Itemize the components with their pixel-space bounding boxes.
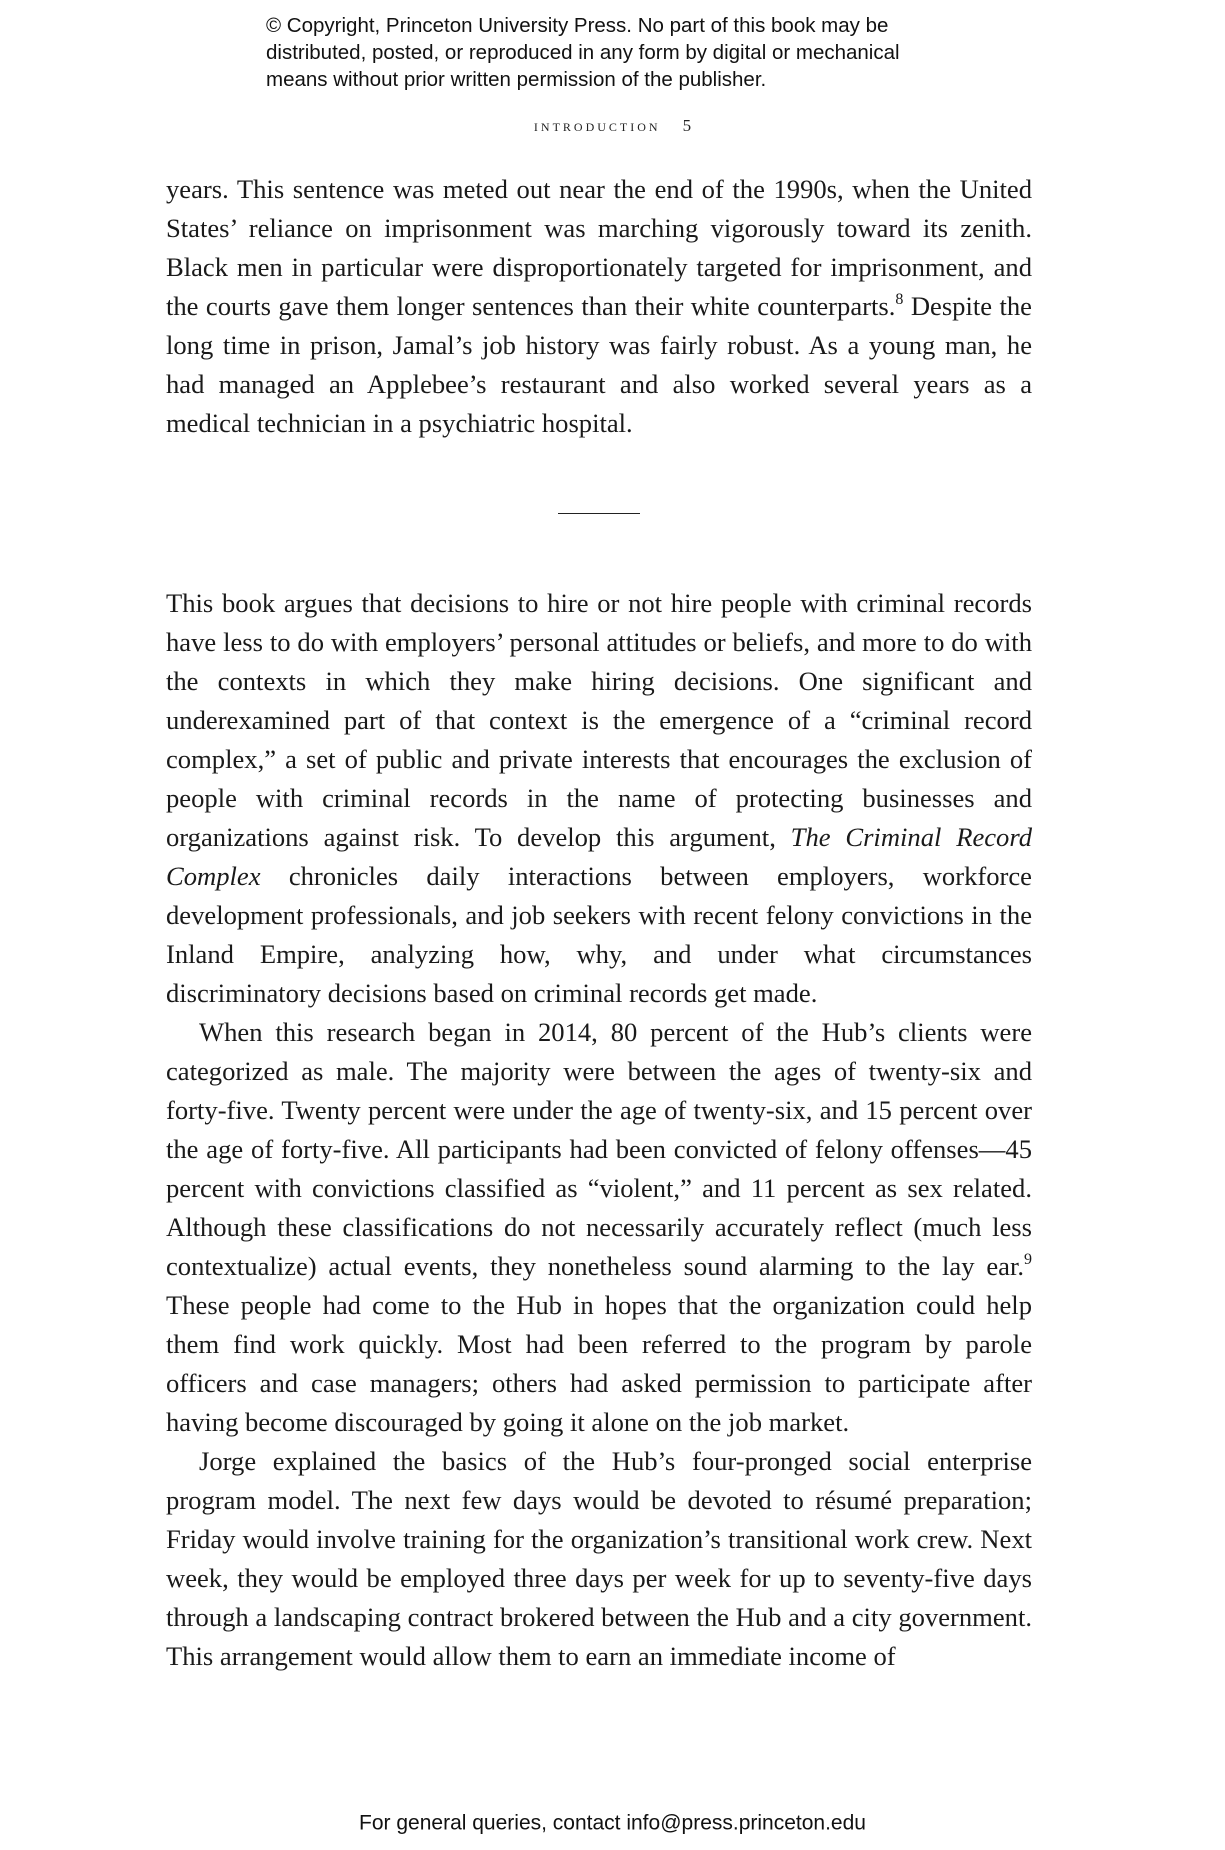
paragraph: [166, 170, 1032, 443]
paragraph-text: This book argues that decisions to hire or not hire people with criminal records have less to do with employers’ personal attitudes or beliefs, and more to do with the contexts in which they make hiring decisions. One significant and underexamined part of that context is the emergence of a “criminal record complex,” a set of public and private interests that encourages the exclusion of people with criminal records in the name of protecting businesses and organizations against risk. To develop this argument,: [166, 588, 1032, 852]
paragraph: [166, 584, 1032, 1013]
paragraph-text: chronicles daily interactions between employers, workforce development professionals, and job seekers with recent felony convictions in the Inland Empire, analyzing how, why, and under what circumstances discriminatory decisions based on criminal records get made.: [166, 861, 1032, 1008]
body-text: [166, 170, 1032, 1676]
footnote-marker: 9: [1024, 1251, 1032, 1268]
running-head: [0, 116, 1225, 136]
page-number: 5: [682, 116, 692, 135]
paragraph-text: When this research began in 2014, 80 percent of the Hub’s clients were categorized as male. The majority were between the ages of twenty-six and forty-five. Twenty percent were under the age of twenty-six, and 15 percent over the age of forty-five. All participants had been convicted of felony offenses—45 percent with convictions classified as “violent,” and 11 percent as sex related. Although these classifications do not necessarily accurately reflect (much less contextualize) actual events, they nonetheless sound alarming to the lay ear.: [166, 1017, 1032, 1281]
paragraph: [166, 1013, 1032, 1442]
paragraph: [166, 1442, 1032, 1676]
paragraph-text: Jorge explained the basics of the Hub’s four-pronged social enterprise program model. The next few days would be devoted to résumé preparation; Friday would involve training for the organization’s transitional work crew. Next week, they would be employed three days per week for up to seventy-five days through a landscaping contract brokered between the Hub and a city government. This arrangement would allow them to earn an immediate income of: [166, 1446, 1032, 1671]
paragraph-text: Despite the long time in prison, Jamal’s job history was fairly robust. As a young man, he had managed an Applebee’s restaurant and also worked several years as a medical technician in a psychiatric hospital.: [166, 291, 1032, 438]
section-break-rule: [558, 513, 640, 514]
running-head-section: introduction: [533, 116, 661, 135]
copyright-line: distributed, posted, or reproduced in any form by digital or mechanical: [266, 41, 900, 64]
footnote-marker: 8: [895, 291, 904, 308]
copyright-line: means without prior written permission of the publisher.: [266, 68, 767, 91]
book-title: The Criminal Record Complex: [166, 822, 1033, 891]
copyright-notice: [266, 12, 1026, 93]
contact-footer: For general queries, contact info@press.princeton.edu: [359, 1811, 866, 1835]
paragraph-text: years. This sentence was meted out near the end of the 1990s, when the United States’ reliance on imprisonment was marching vigorously toward its zenith. Black men in particular were disproportionately targeted for imprisonment, and the courts gave them longer sentences than their white counterparts.: [166, 174, 1032, 321]
copyright-line: © Copyright, Princeton University Press. No part of this book may be: [266, 14, 889, 37]
paragraph-text: These people had come to the Hub in hopes that the organization could help them find work quickly. Most had been referred to the program by parole officers and case managers; others had asked permission to participate after having become discouraged by going it alone on the job market.: [166, 1290, 1032, 1437]
